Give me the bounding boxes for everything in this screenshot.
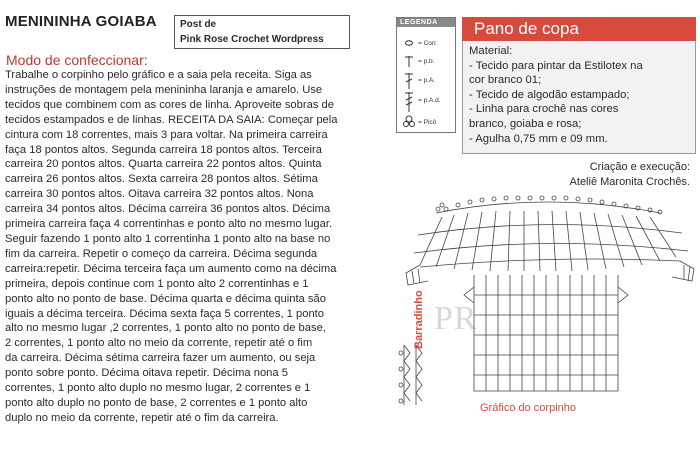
border-strip-label: Barradinho (413, 290, 425, 349)
instruction-line: carreira:repetir. Décima terceira faça um aumento como na décima (5, 262, 337, 275)
post-credit-line1: Post de (180, 19, 217, 30)
post-credit-line2: Pink Rose Crochet Wordpress (180, 34, 324, 45)
material-line: branco, goiaba e rosa; (469, 117, 582, 130)
legend-label: = p.A. (418, 77, 436, 84)
instructions-text (5, 68, 395, 426)
instruction-line: carreira 30 pontos altos. Oitava carreira 32 pontos altos. Nona (5, 188, 314, 201)
page-title: MENININHA GOIABA (5, 13, 157, 30)
instruction-line: primeira carreira faça 4 correntinhas e ponto alto no mesmo lugar. (5, 218, 333, 231)
instruction-line: faça 18 pontos altos. Segunda carreira 18 pontos altos. Terceira (5, 143, 322, 156)
instruction-line: da carreira. Décima sétima carreira fazer um aumento, ou seja (5, 352, 316, 365)
legend-label: = p.A.d. (418, 97, 441, 104)
bodice-chart-label: Gráfico do corpinho (480, 402, 576, 414)
double-crochet-symbol-icon (400, 71, 416, 91)
legend-item (400, 34, 453, 52)
crochet-diagram (398, 195, 698, 405)
instruction-line: primeira, depois continue com 1 ponto alto 2 correntinhas e 1 (5, 277, 309, 290)
legend-title: LEGENDA (397, 18, 455, 27)
material-line: - Linha para crochê nas cores (469, 103, 619, 116)
instructions-heading: Modo de confeccionar: (6, 52, 148, 68)
instruction-line: iguais a décima terceira. Décima sexta faça 5 correntes, 1 ponto (5, 307, 325, 320)
legend-item (400, 52, 453, 70)
instruction-line: ponto alto duplo no ponto de base, 2 correntes e 1 ponto alto (5, 396, 308, 409)
instruction-line: duplo no meio da corrente, repetir até o fim da carreira. (5, 411, 279, 424)
legend-label: = p.b. (418, 58, 435, 65)
chain-symbol-icon (400, 34, 416, 52)
instruction-line: instruções de montagem pela menininha laranja e amarelo. Use (5, 83, 323, 96)
single-crochet-symbol-icon (400, 52, 416, 70)
legend-item (400, 113, 453, 131)
material-line: cor branco 01; (469, 74, 542, 87)
instruction-line: cintura com 18 correntes, mais 3 para voltar. Na primeira carreira (5, 128, 328, 141)
legend-item (400, 91, 453, 109)
credit-line1: Criação e execução: (589, 161, 690, 173)
instruction-line: carreira 20 pontos altos. Quarta carreira 22 pontos altos. Quinta (5, 158, 322, 171)
instruction-line: ponto sobre ponto. Décima oitava repetir. Décima nona 5 (5, 367, 288, 380)
legend-label: = Picô (418, 119, 437, 126)
border-strip-diagram (399, 345, 422, 405)
instruction-line: carreira 34 pontos altos. Décima carreira 36 pontos altos. Décima (5, 203, 331, 216)
legend-box (396, 17, 456, 133)
legend-item (400, 71, 453, 89)
post-credit-box (174, 15, 350, 49)
credit-block (520, 160, 690, 190)
picot-symbol-icon (400, 113, 416, 131)
legend-label: = Corr. (418, 40, 438, 47)
instruction-line: correntes, 1 ponto alto duplo no mesmo lugar, 2 correntes e 1 (5, 382, 311, 395)
material-line: - Tecido para pintar da Estilotex na (469, 59, 643, 72)
instruction-line: tecidos que combinem com as cores de linha. Aproveite sobras de (5, 98, 334, 111)
material-line: - Agulha 0,75 mm e 09 mm. (469, 132, 608, 145)
material-line: - Tecido de algodão estampado; (469, 88, 630, 101)
material-line: Material: (469, 45, 513, 57)
bodice-lower (464, 275, 628, 391)
bodice-stitches (414, 211, 688, 271)
credit-line2: Ateliê Maronita Crochês. (569, 176, 690, 188)
instruction-line: ponto alto no ponto de base. Décima quarta e décima quinta são (5, 292, 326, 305)
instruction-line: 2 correntes, 1 ponto alto no meio da corrente, repetir até o fim (5, 337, 313, 350)
treble-crochet-symbol-icon (400, 91, 416, 113)
card-title: Pano de copa (462, 17, 696, 41)
instruction-line: alto no mesmo lugar ,2 correntes, 1 ponto alto no ponto de base, (5, 322, 326, 335)
bodice-neckline (436, 196, 662, 214)
watermark: PR (434, 300, 478, 337)
material-card (462, 41, 696, 154)
instruction-line: carreira 26 pontos altos. Sexta carreira 28 pontos altos. Sétima (5, 173, 318, 186)
instruction-line: tecidos estampados e de linhas. RECEITA DA SAIA: Começar pela (5, 113, 338, 126)
instruction-line: fim da carreira. Repetir o começo da carreira. Décima segunda (5, 247, 318, 260)
instruction-line: Trabalhe o corpinho pelo gráfico e a saia pela receita. Siga as (5, 69, 312, 81)
instruction-line: Seguir fazendo 1 ponto alto 1 correntinha 1 ponto alto na base no (5, 232, 331, 245)
